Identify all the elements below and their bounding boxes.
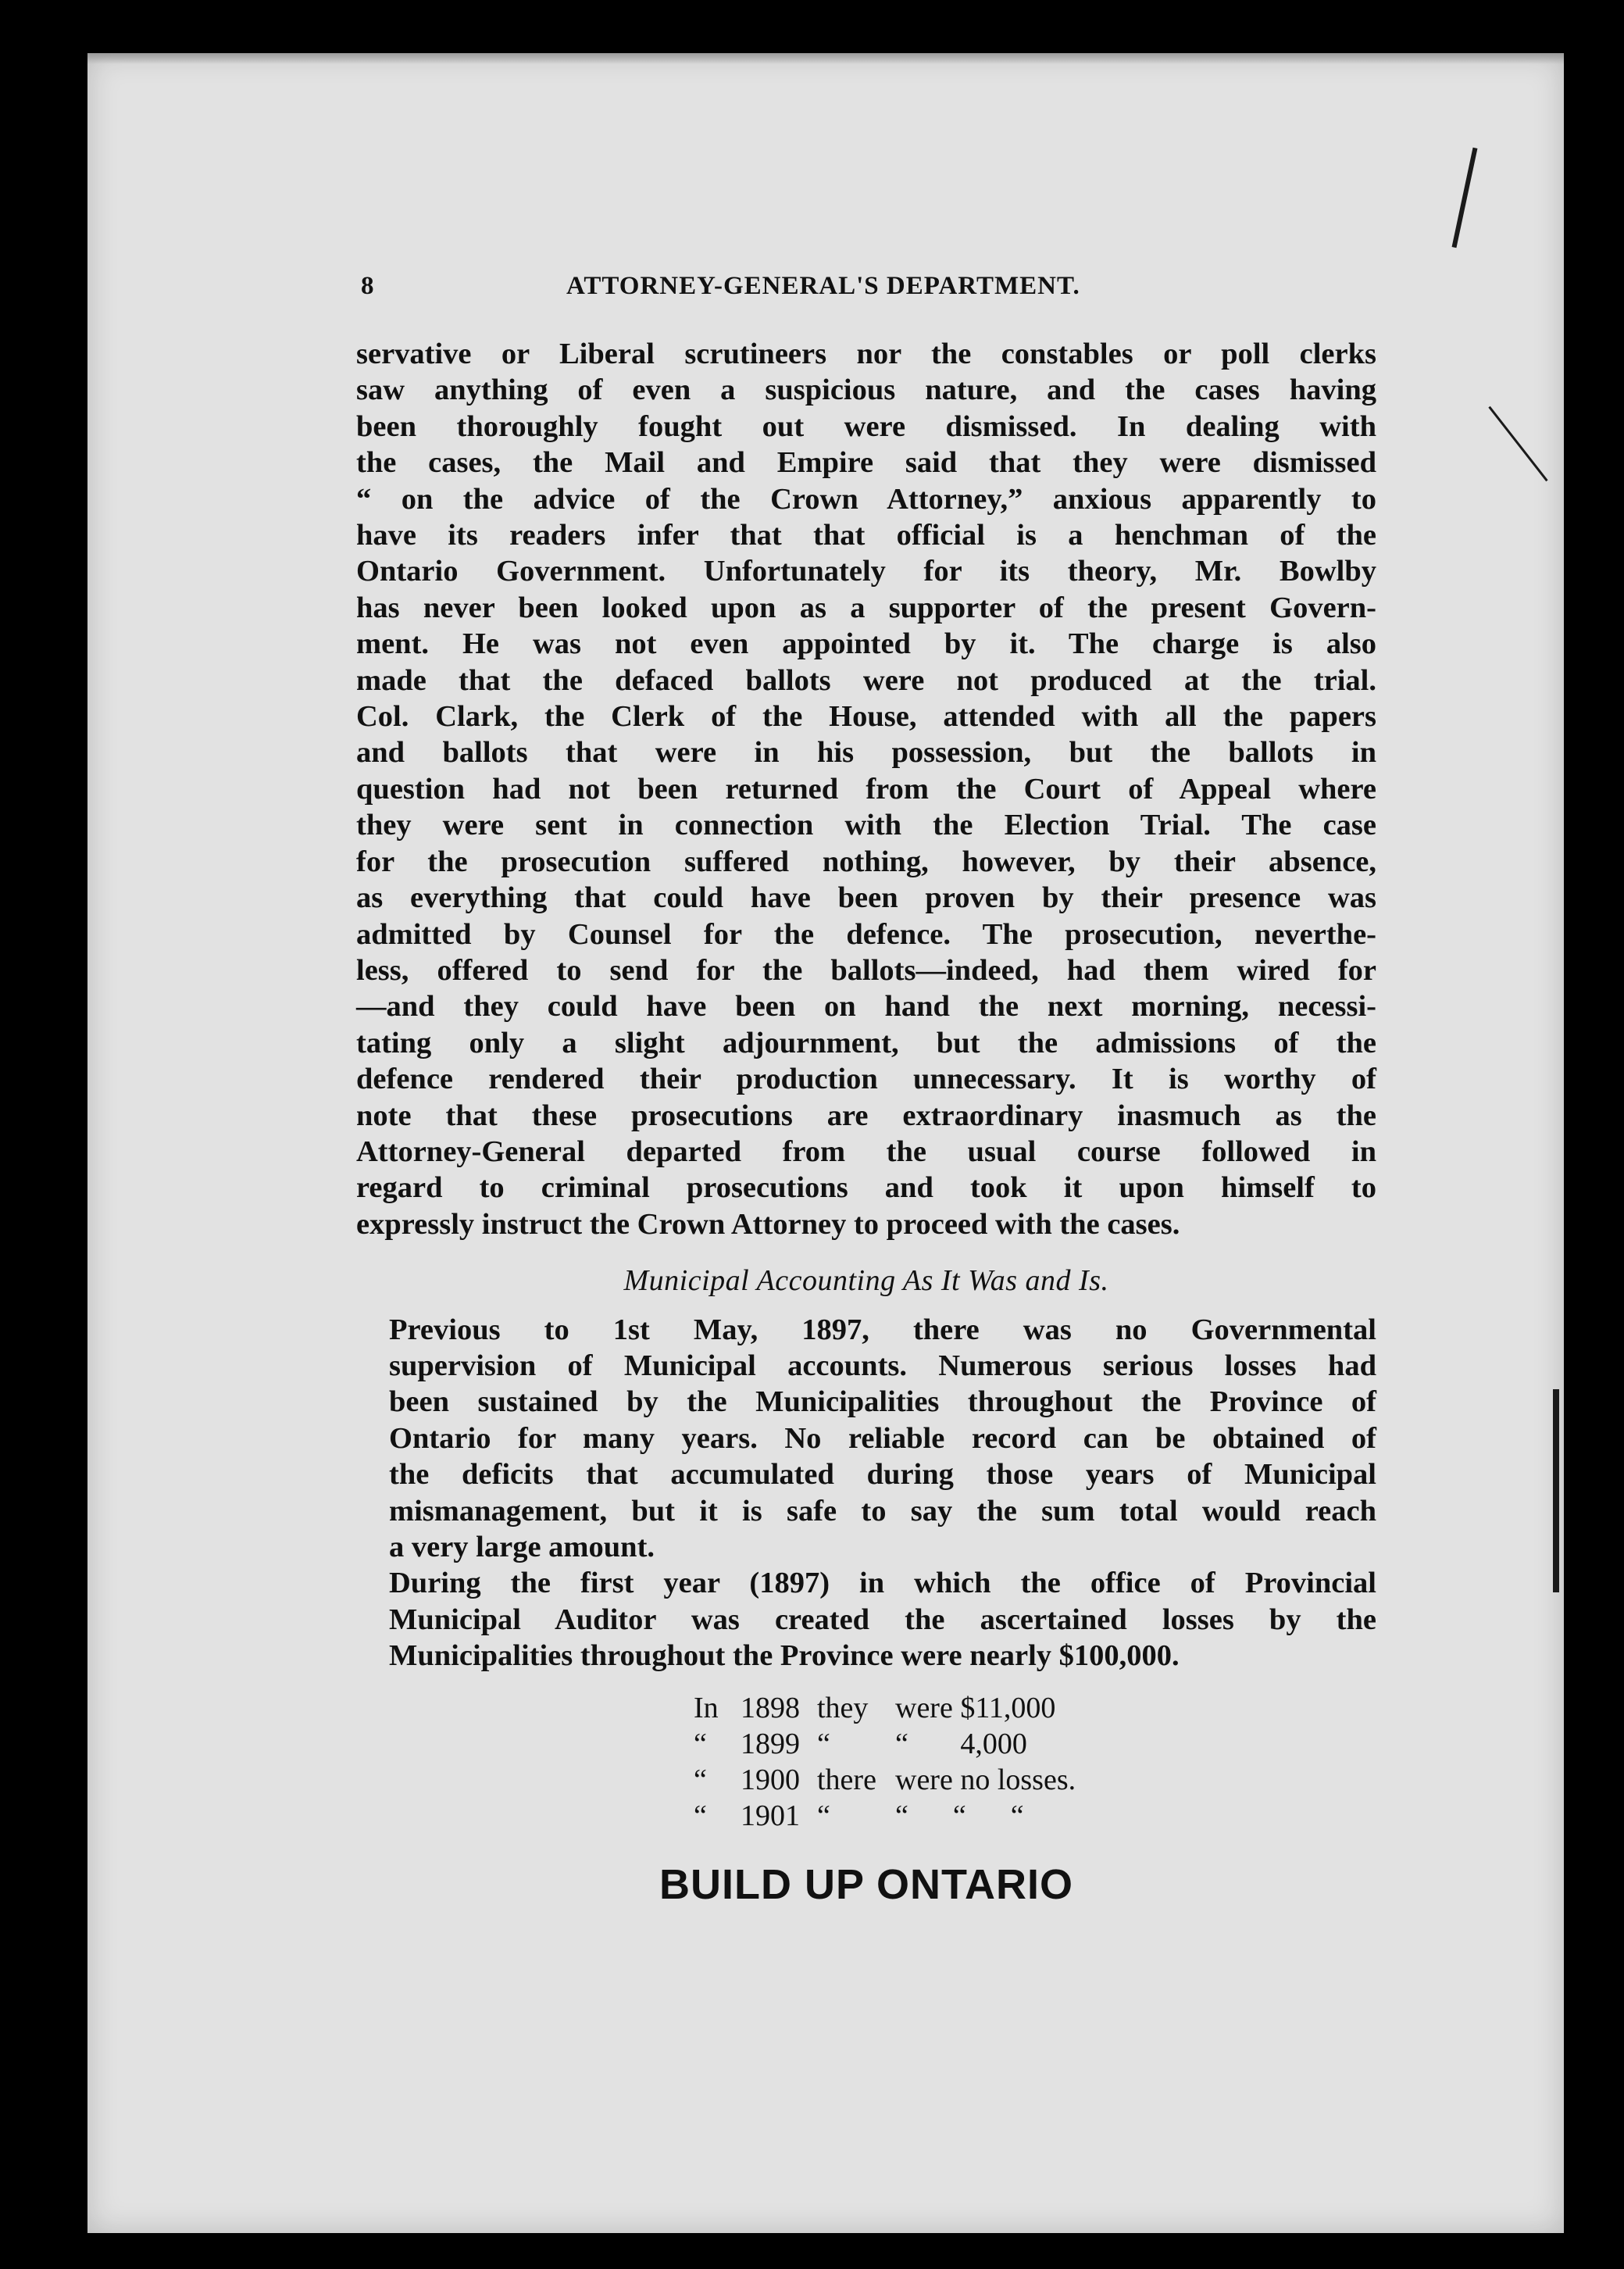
scan-edge-mark [1452,148,1478,248]
text-line: mismanagement, but it is safe to say the sum total would reach [389,1494,1376,1528]
list-item [694,1726,1376,1762]
text-line: regard to criminal prosecutions and took it upon himself to [356,1171,1376,1205]
list-cell-year: 1901 [741,1799,800,1832]
list-cell-year: 1898 [741,1691,800,1724]
text-line: Col. Clark, the Clerk of the House, attended with all the papers [356,700,1376,734]
text-line: question had not been returned from the Court of Appeal where [356,772,1376,806]
text-line: Attorney-General departed from the usual course followed in [356,1134,1376,1168]
list-item [694,1798,1376,1834]
text-line: ment. He was not even appointed by it. The charge is also [356,627,1376,661]
list-cell-col3: they [817,1691,869,1724]
list-item [694,1762,1376,1798]
text-line: made that the defaced ballots were not produced at the trial. [356,663,1376,697]
paragraph-2 [356,1312,1376,1566]
text-line: supervision of Municipal accounts. Numerous serious losses had [389,1349,1376,1382]
list-cell-col3: “ [817,1727,830,1760]
text-line: —and they could have been on hand the next morning, necessi- [356,990,1376,1024]
text-line: been sustained by the Municipalities throughout the Province of [389,1385,1376,1419]
text-line: admitted by Counsel for the defence. The prosecution, neverthe- [356,917,1376,951]
text-line: the deficits that accumulated during those years of Municipal [389,1458,1376,1492]
list-cell-col4: were no losses. [895,1763,1076,1796]
list-cell-prefix: In [694,1691,719,1724]
text-line: servative or Liberal scrutineers nor the constables or poll clerks [356,338,1376,370]
paragraph-1 [356,336,1376,1242]
text-line: Ontario Government. Unfortunately for its theory, Mr. Bowlby [356,555,1376,588]
text-line: they were sent in connection with the Election Trial. The case [356,809,1376,842]
list-cell-prefix: “ [694,1763,707,1796]
text-line: as everything that could have been proven by their presence was [356,881,1376,915]
list-item [694,1690,1376,1726]
text-line: tating only a slight adjournment, but the admissions of the [356,1026,1376,1059]
losses-list [694,1690,1376,1834]
list-cell-col3: “ [817,1799,830,1832]
list-cell-prefix: “ [694,1799,707,1832]
text-line: Previous to 1st May, 1897, there was no Governmental [389,1313,1376,1346]
text-line: defence rendered their production unnecessary. It is worthy of [356,1063,1376,1096]
page-header-title: ATTORNEY-GENERAL'S DEPARTMENT. [566,272,1080,300]
document-page [87,53,1564,2233]
text-line: expressly instruct the Crown Attorney to proceed with the cases. [356,1207,1180,1241]
slogan: BUILD UP ONTARIO [659,1860,1073,1908]
text-line: a very large amount. [389,1531,655,1563]
list-cell-col4: “ 4,000 [895,1727,1027,1760]
text-line: Municipalities throughout the Province were nearly $100,000. [389,1639,1180,1673]
page-body [356,336,1376,1908]
text-line: the cases, the Mail and Empire said that they were dismissed [356,446,1376,480]
list-cell-year: 1899 [741,1727,800,1760]
text-line: saw anything of even a suspicious nature, and the cases having [356,373,1376,407]
text-line: Municipal Auditor was created the ascertained losses by the [389,1603,1376,1636]
text-line: During the first year (1897) in which the office of Provincial [389,1567,1376,1600]
text-line: less, offered to send for the ballots—indeed, had them wired for [356,953,1376,987]
text-line: “ on the advice of the Crown Attorney,” anxious apparently to [356,482,1376,516]
scan-edge-mark [1553,1389,1559,1592]
text-line: and ballots that were in his possession, but the ballots in [356,736,1376,770]
list-cell-prefix: “ [694,1727,707,1760]
scan-edge-mark [1488,406,1547,481]
list-cell-col3: there [817,1763,876,1796]
text-line: have its readers infer that that official is a henchman of the [356,519,1376,552]
list-cell-year: 1900 [741,1763,800,1796]
page-edge [87,53,1564,64]
page-number: 8 [361,272,375,300]
text-line: for the prosecution suffered nothing, however, by their absence, [356,845,1376,878]
text-line: been thoroughly fought out were dismissed. In dealing with [356,409,1376,443]
text-line: has never been looked upon as a supporter of the present Govern- [356,591,1376,624]
list-cell-col4: “ “ “ [895,1799,1024,1832]
text-line: note that these prosecutions are extraordinary inasmuch as the [356,1099,1376,1132]
section-subheading: Municipal Accounting As It Was and Is. [623,1264,1109,1298]
paragraph-3 [356,1565,1376,1674]
text-line: Ontario for many years. No reliable record can be obtained of [389,1421,1376,1455]
list-cell-col4: were $11,000 [895,1691,1056,1724]
